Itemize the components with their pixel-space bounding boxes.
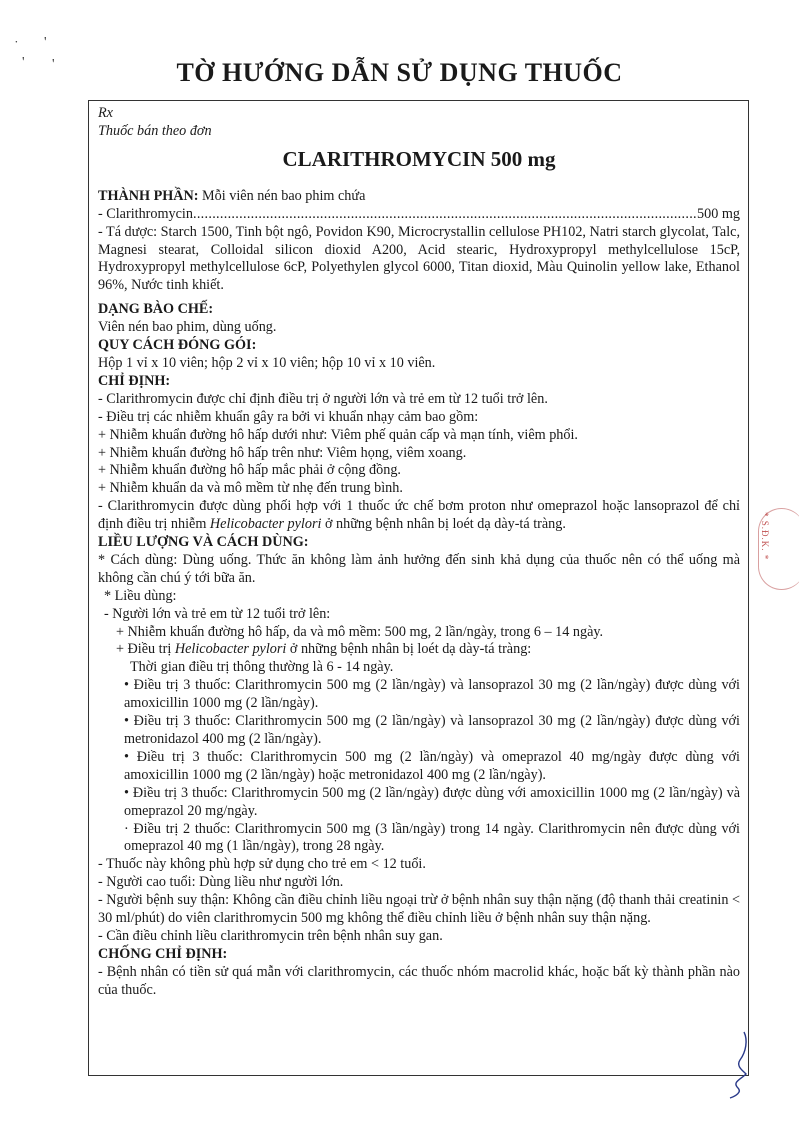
contraindications-heading: CHỐNG CHỈ ĐỊNH: [98,945,228,962]
rx-symbol: Rx [98,105,113,121]
combination-text: - Clarithromycin được dùng phối hợp với 1 thuốc ức chế bơm proton như omeprazol hoặc lansoprazol để chỉ định điều trị nhiễm [98,498,740,533]
respiratory-dose: + Nhiễm khuẩn đường hô hấp, da và mô mềm: 500 mg, 2 lần/ngày, trong 6 – 14 ngày. [116,623,604,640]
dosage-form-heading: DẠNG BÀO CHẾ: [98,301,214,318]
document-title: TỜ HƯỚNG DẪN SỬ DỤNG THUỐC [176,58,623,87]
indication-combination [98,498,740,534]
combination-text-end: ở những bệnh nhân bị loét dạ dày-tá tràng. [321,516,566,533]
active-ingredient-amount: 500 mg [697,205,740,222]
leaflet-body [88,100,749,1076]
hp-text: + Điều trị [116,641,175,658]
indication-line: + Nhiễm khuẩn đường hô hấp mắc phải ở cộng đồng. [98,462,401,479]
composition-heading-line [98,188,740,206]
indications-section [98,373,740,534]
prescription-note: Thuốc bán theo đơn [98,122,212,139]
dosage-form-text: Viên nén bao phim, dùng uống. [98,319,277,336]
regimen-item: · Điều trị 2 thuốc: Clarithromycin 500 mg (3 lần/ngày) trong 14 ngày. Clarithromycin nên được dùng với omeprazol 40 mg (1 lần/ngày), trong 28 ngày. [124,820,740,855]
indication-line: - Clarithromycin được chỉ định điều trị ở người lớn và trẻ em từ 12 tuổi trở lên. [98,390,548,407]
indication-line: + Nhiễm khuẩn da và mô mềm từ nhẹ đến trung bình. [98,480,403,497]
regimen-item: • Điều trị 3 thuốc: Clarithromycin 500 mg (2 lần/ngày) và omeprazol 40 mg/ngày được dùng với amoxicillin 1000 mg (2 lần/ngày) hoặc metronidazol 400 mg (2 lần/ngày). [124,748,740,783]
composition-intro: Mỗi viên nén bao phim chứa [198,187,366,204]
treatment-duration: Thời gian điều trị thông thường là 6 - 14 ngày. [130,659,394,676]
packaging-section [98,337,740,373]
packaging-text: Hộp 1 vỉ x 10 viên; hộp 2 vỉ x 10 viên; hộp 10 vỉ x 10 viên. [98,354,436,371]
dosage-heading: LIỀU LƯỢNG VÀ CÁCH DÙNG: [98,534,309,551]
children-note: - Thuốc này không phù hợp sử dụng cho trẻ em < 12 tuổi. [98,856,426,873]
contraindications-text: - Bệnh nhân có tiền sử quá mẫn với clarithromycin, các thuốc nhóm macrolid khác, hoặc bất kỳ thành phần nào của thuốc. [98,963,740,998]
indication-line: - Điều trị các nhiễm khuẩn gây ra bởi vi khuẩn nhạy cảm bao gồm: [98,408,479,425]
adult-dose-heading: - Người lớn và trẻ em từ 12 tuổi trở lên: [104,605,331,622]
signature-mark [722,1030,752,1100]
elderly-note: - Người cao tuổi: Dùng liều như người lớn. [98,874,344,891]
dot-leader: ................................................................................................................................... [192,205,697,222]
active-ingredient-line [98,206,740,224]
drug-name: CLARITHROMYCIN 500 mg [282,146,556,171]
dose-label: * Liều dùng: [104,587,177,604]
packaging-heading: QUY CÁCH ĐÓNG GÓI: [98,337,257,354]
hp-dose-heading [98,641,740,659]
dosage-form-section [98,301,740,337]
indications-heading: CHỈ ĐỊNH: [98,372,171,389]
hp-text-end: ở những bệnh nhân bị loét dạ dày-tá tràng: [286,641,532,658]
regimen-item: • Điều trị 3 thuốc: Clarithromycin 500 mg (2 lần/ngày) và lansoprazol 30 mg (2 lần/ngày) được dùng với metronidazol 400 mg (2 lần/ngày). [124,713,740,747]
pathogen-name: Helicobacter pylori [174,641,287,658]
dosage-section [98,534,740,946]
stamp-text: * S.Đ.K. * [760,512,770,561]
administration: * Cách dùng: Dùng uống. Thức ăn không làm ảnh hưởng đến sinh khả dụng của thuốc nên có thể uống mà không cần chú ý tới bữa ăn. [98,551,740,586]
composition-section [98,188,740,295]
composition-heading: THÀNH PHẦN: [98,187,199,204]
renal-note: - Người bệnh suy thận: Không cần điều chỉnh liều ngoại trừ ở bệnh nhân suy thận nặng (độ thanh thải creatinin < 30 ml/phút) do viên clarithromycin 500 mg không thể điều chỉnh liều ở bệnh nhân suy thận nặng. [98,892,740,927]
regimen-item: • Điều trị 3 thuốc: Clarithromycin 500 mg (2 lần/ngày) được dùng với amoxicillin 1000 mg (2 lần/ngày) và omeprazol 20 mg/ngày. [124,784,740,819]
pathogen-name: Helicobacter pylori [209,516,322,533]
indication-line: + Nhiễm khuẩn đường hô hấp trên như: Viêm họng, viêm xoang. [98,444,467,461]
hepatic-note: - Cần điều chỉnh liều clarithromycin trên bệnh nhân suy gan. [98,927,443,944]
excipients: - Tá dược: Starch 1500, Tinh bột ngô, Povidon K90, Microcrystallin cellulose PH102, Natri starch glycolat, Talc, Magnesi stearat, Colloidal silicon dioxid A200, Acid stearic, Hydroxypropyl methylcellulose 15cP, Hydroxypropyl methylcellulose 6cP, Polyethylen glycol 6000, Titan dioxid, Màu Quinolin yellow lake, Ethanol 96%, Nước tinh khiết. [98,223,740,294]
contraindications-section [98,946,740,1000]
indication-line: + Nhiễm khuẩn đường hô hấp dưới như: Viêm phế quản cấp và mạn tính, viêm phổi. [98,426,578,443]
regimen-item: • Điều trị 3 thuốc: Clarithromycin 500 mg (2 lần/ngày) và lansoprazol 30 mg (2 lần/ngày) được dùng với amoxicillin 1000 mg (2 lần/ngày). [124,677,740,712]
active-ingredient-name: - Clarithromycin [98,205,193,222]
